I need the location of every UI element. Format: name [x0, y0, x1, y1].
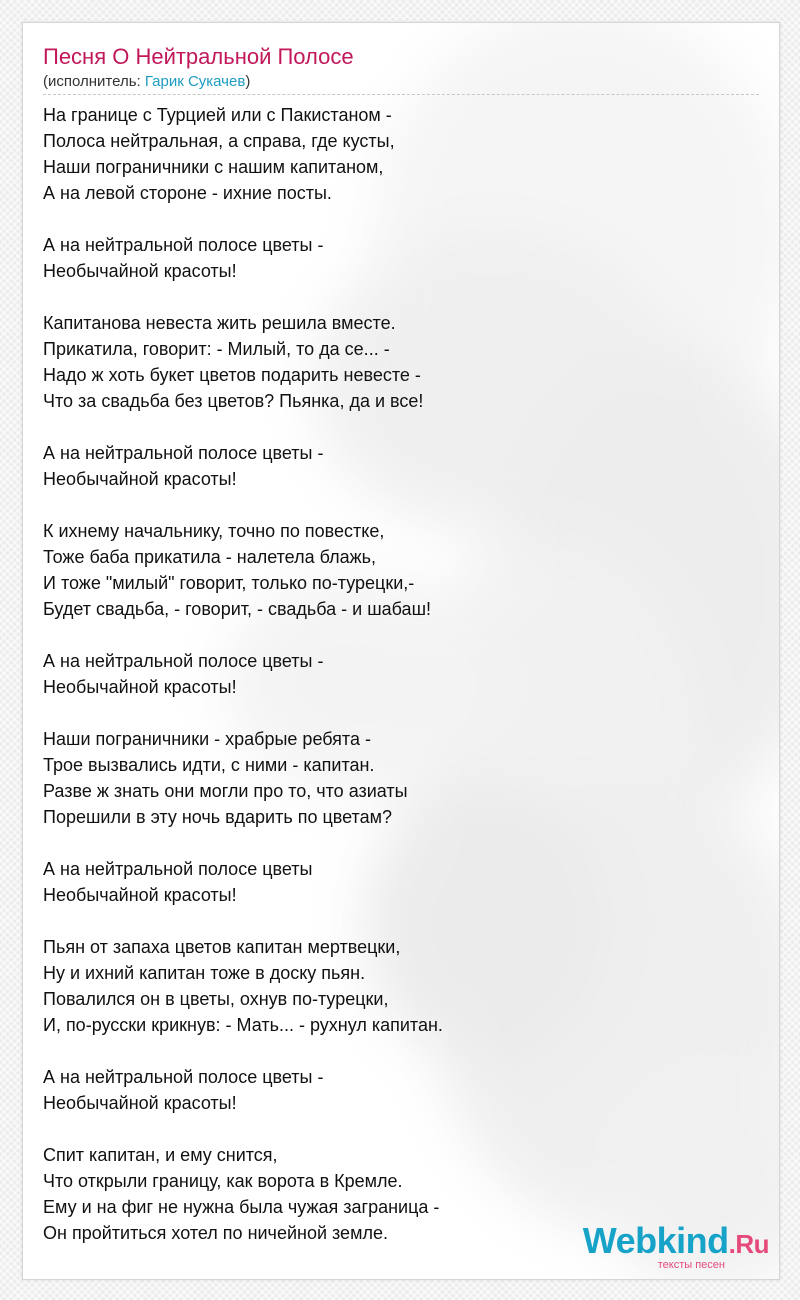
lyric-line: Тоже баба прикатила - налетела блажь,: [43, 547, 377, 567]
song-title: Песня О Нейтральной Полосе: [43, 44, 354, 69]
lyric-line: Будет свадьба, - говорит, - свадьба - и шабаш!: [43, 599, 432, 619]
lyrics-stanza: [43, 232, 759, 284]
lyric-line: Необычайной красоты!: [43, 261, 237, 281]
lyric-line: Необычайной красоты!: [43, 1093, 237, 1113]
lyrics-stanza: [43, 856, 759, 908]
lyric-line: Наши пограничники - храбрые ребята -: [43, 729, 371, 749]
lyric-line: Необычайной красоты!: [43, 885, 237, 905]
lyric-line: Что открыли границу, как ворота в Кремле.: [43, 1171, 403, 1191]
lyrics-stanza: [43, 934, 759, 1038]
lyrics-stanza: [43, 440, 759, 492]
lyrics-stanza: [43, 102, 759, 206]
logo-wordmark: [583, 1222, 769, 1263]
artist-link[interactable]: Гарик Сукачев: [144, 73, 246, 90]
lyric-line: Пьян от запаха цветов капитан мертвецки,: [43, 937, 401, 957]
lyrics-body: [43, 102, 759, 1272]
lyric-line: А на нейтральной полосе цветы -: [43, 651, 324, 671]
lyric-line: Ему и на фиг не нужна была чужая заграница -: [43, 1197, 440, 1217]
lyrics-card: [22, 22, 780, 1280]
lyric-line: Необычайной красоты!: [43, 469, 237, 489]
lyric-line: К ихнему начальнику, точно по повестке,: [43, 521, 385, 541]
logo-main-text: Webkind: [582, 1220, 729, 1261]
lyric-line: Надо ж хоть букет цветов подарить невесте -: [43, 365, 421, 385]
header-divider: [43, 94, 759, 95]
lyric-line: Порешили в эту ночь вдарить по цветам?: [43, 807, 392, 827]
lyrics-stanza: [43, 310, 759, 414]
artist-line: [43, 72, 759, 92]
artist-suffix: ): [245, 73, 251, 90]
song-header: [43, 43, 759, 92]
lyric-line: А на нейтральной полосе цветы: [43, 859, 313, 879]
logo-tagline: тексты песен: [657, 1259, 725, 1271]
site-logo[interactable]: [583, 1222, 769, 1271]
lyric-line: Ну и ихний капитан тоже в доску пьян.: [43, 963, 366, 983]
lyric-line: Необычайной красоты!: [43, 677, 237, 697]
lyric-line: А на нейтральной полосе цветы -: [43, 1067, 324, 1087]
lyrics-stanza: [43, 518, 759, 622]
lyric-line: На границе с Турцией или с Пакистаном -: [43, 105, 392, 125]
lyric-line: Капитанова невеста жить решила вместе.: [43, 313, 396, 333]
lyric-line: Полоса нейтральная, а справа, где кусты,: [43, 131, 395, 151]
lyric-line: И, по-русски крикнув: - Мать... - рухнул капитан.: [43, 1015, 443, 1035]
lyrics-stanza: [43, 648, 759, 700]
lyric-line: Спит капитан, и ему снится,: [43, 1145, 278, 1165]
lyric-line: А на нейтральной полосе цветы -: [43, 443, 324, 463]
artist-prefix: (исполнитель:: [43, 73, 145, 90]
lyric-line: Он пройтиться хотел по ничейной земле.: [43, 1223, 388, 1243]
lyric-line: Повалился он в цветы, охнув по-турецки,: [43, 989, 389, 1009]
lyric-line: А на левой стороне - ихние посты.: [43, 183, 332, 203]
lyric-line: Наши пограничники с нашим капитаном,: [43, 157, 384, 177]
lyric-line: Трое вызвались идти, с ними - капитан.: [43, 755, 375, 775]
lyric-line: А на нейтральной полосе цветы -: [43, 235, 324, 255]
lyrics-stanza: [43, 1064, 759, 1116]
lyric-line: Разве ж знать они могли про то, что азиаты: [43, 781, 408, 801]
lyrics-stanza: [43, 726, 759, 830]
lyric-line: И тоже "милый" говорит, только по-турецки,-: [43, 573, 415, 593]
lyric-line: Прикатила, говорит: - Милый, то да се... -: [43, 339, 390, 359]
logo-tld: .Ru: [728, 1229, 769, 1259]
lyric-line: Что за свадьба без цветов? Пьянка, да и все!: [43, 391, 424, 411]
